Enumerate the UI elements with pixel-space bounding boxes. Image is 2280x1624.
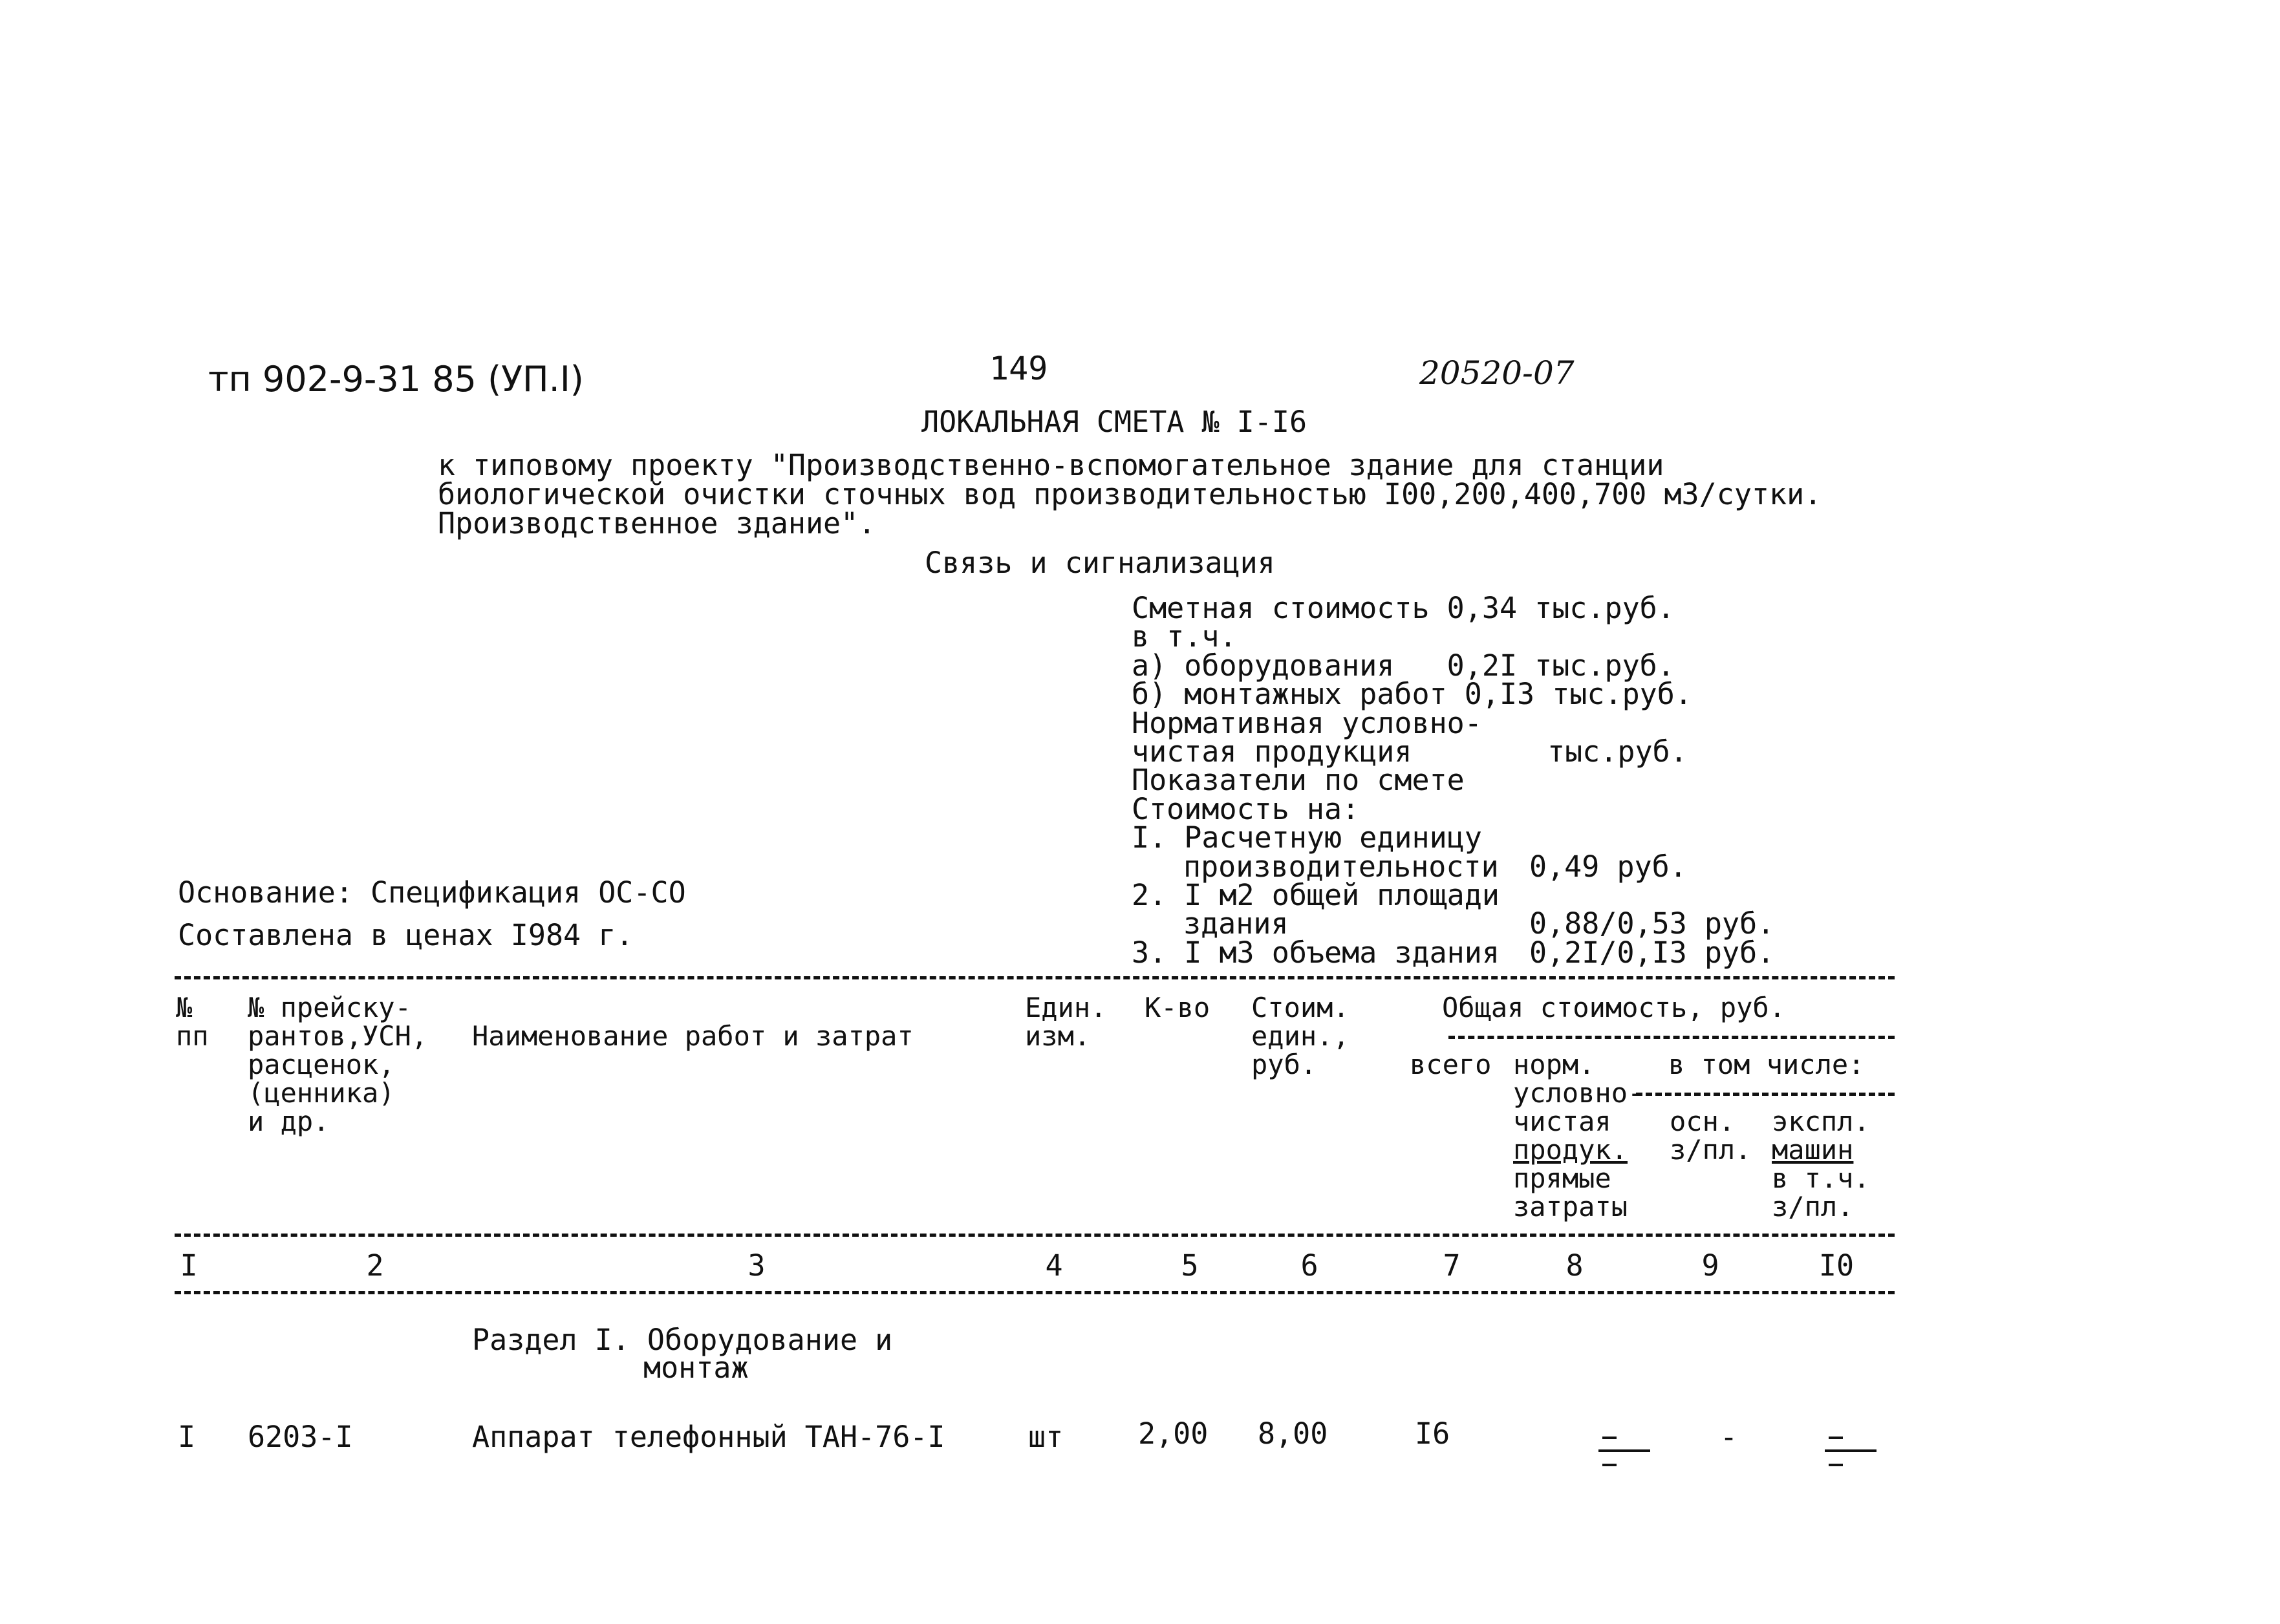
header-group-total: Общая стоимость, руб.: [1442, 992, 1786, 1023]
column-number: 6: [1300, 1248, 1318, 1283]
header-including: в том числе:: [1668, 1049, 1865, 1080]
header-col10-l2: машин: [1772, 1134, 1854, 1166]
header-col1-l1: №: [176, 992, 193, 1023]
indicator-1-value: 0,49 руб.: [1529, 849, 1687, 884]
indicator-3-label: 3. I м3 объема здания: [1132, 935, 1500, 970]
header-col4-l1: Един.: [1025, 992, 1107, 1023]
estimated-cost: Сметная стоимость 0,34 тыс.руб.: [1132, 591, 1675, 625]
row-unit-price: 8,00: [1258, 1416, 1328, 1451]
cost-including: в т.ч.: [1132, 619, 1237, 654]
header-col6-l3: руб.: [1251, 1049, 1317, 1080]
basis-prices-year: Составлена в ценах I984 г.: [178, 918, 634, 952]
header-col10-l4: з/пл.: [1772, 1191, 1854, 1223]
header-col2-l3: расценок,: [248, 1049, 395, 1080]
document-number: 20520-07: [1419, 354, 1575, 392]
column-number: 4: [1045, 1248, 1063, 1283]
group-header-rule: [1448, 1036, 1895, 1039]
header-col2-l2: рантов,УСН,: [248, 1020, 428, 1052]
row-number: I: [178, 1420, 196, 1454]
table-top-rule: [175, 976, 1895, 979]
including-rule: [1636, 1093, 1895, 1096]
row-quantity: 2,00: [1138, 1416, 1209, 1451]
header-bottom-rule: [175, 1234, 1895, 1237]
section-title: Связь и сигнализация: [925, 546, 1275, 580]
header-col6-l2: един.,: [1251, 1020, 1350, 1052]
column-number: 3: [747, 1248, 766, 1283]
row-unit: шт: [1028, 1420, 1064, 1454]
header-col8-l5: прямые: [1513, 1162, 1611, 1194]
column-number: 7: [1443, 1248, 1461, 1283]
header-col9-l1: осн.: [1670, 1106, 1736, 1137]
header-col8-l2: условно-: [1513, 1077, 1644, 1109]
indicator-1-label: I. Расчетную единицу: [1132, 820, 1482, 855]
subject-line-1: к типовому проекту "Производственно-вспомогательное здание для станции: [438, 448, 1664, 482]
header-col9-l2: з/пл.: [1670, 1134, 1752, 1166]
basis-specification: Основание: Спецификация ОС-СО: [178, 875, 686, 910]
column-number: I0: [1818, 1248, 1855, 1283]
header-col5: К-во: [1145, 992, 1210, 1023]
header-col2-l1: № прейску-: [248, 992, 411, 1023]
normative-label: Нормативная условно-: [1132, 706, 1482, 740]
header-col3: Наименование работ и затрат: [472, 1020, 914, 1052]
indicator-1-label-cont: производительности: [1183, 849, 1499, 884]
cost-per-label: Стоимость на:: [1132, 792, 1360, 826]
header-col8-l3: чистая: [1513, 1106, 1611, 1137]
indicators-label: Показатели по смете: [1132, 763, 1465, 797]
column-number: 9: [1701, 1248, 1719, 1283]
row-code: 6203-I: [248, 1420, 353, 1454]
column-number: 5: [1181, 1248, 1199, 1283]
column-number: I: [180, 1248, 198, 1283]
subject-line-3: Производственное здание".: [438, 506, 876, 540]
row-col9: -: [1720, 1420, 1738, 1454]
header-col8-l6: затраты: [1513, 1191, 1628, 1223]
row-name: Аппарат телефонный ТАН-76-I: [472, 1420, 945, 1454]
header-col8-l4: продук.: [1513, 1134, 1628, 1166]
net-product-label: чистая продукция: [1132, 734, 1412, 769]
indicator-2-label: 2. I м2 общей площади: [1132, 878, 1500, 912]
header-col4-l2: изм.: [1025, 1020, 1091, 1052]
page-number: 149: [989, 350, 1048, 387]
indicator-3-value: 0,2I/0,I3 руб.: [1529, 935, 1775, 970]
header-col2-l5: и др.: [248, 1106, 330, 1137]
indicator-2-value: 0,88/0,53 руб.: [1529, 906, 1775, 941]
header-col10-l1: экспл.: [1772, 1106, 1870, 1137]
header-col2-l4: (ценника): [248, 1077, 395, 1109]
header-col7: всего: [1410, 1049, 1492, 1080]
cost-equipment: а) оборудования 0,2I тыс.руб.: [1132, 648, 1675, 683]
header-col6-l1: Стоим.: [1251, 992, 1350, 1023]
column-number: 8: [1565, 1248, 1584, 1283]
section-heading: Раздел I. Оборудование и: [472, 1323, 893, 1357]
subject-line-2: биологической очистки сточных вод производительностью I00,200,400,700 м3/сутки.: [438, 477, 1822, 511]
document-title: ЛОКАЛЬНАЯ СМЕТА № I-I6: [921, 405, 1307, 439]
header-col1-l2: пп: [176, 1020, 209, 1052]
header-col10-l3: в т.ч.: [1772, 1162, 1870, 1194]
header-col8-l1: норм.: [1513, 1049, 1595, 1080]
project-code: тп 902-9-31 85 (УП.I): [208, 359, 584, 400]
section-heading-cont: монтаж: [643, 1351, 749, 1385]
cost-installation: б) монтажных работ 0,I3 тыс.руб.: [1132, 677, 1692, 711]
numbers-bottom-rule: [175, 1291, 1895, 1294]
indicator-2-label-cont: здания: [1183, 906, 1289, 941]
column-number: 2: [366, 1248, 384, 1283]
net-product-unit: тыс.руб.: [1547, 734, 1688, 769]
row-total: I6: [1415, 1416, 1450, 1451]
